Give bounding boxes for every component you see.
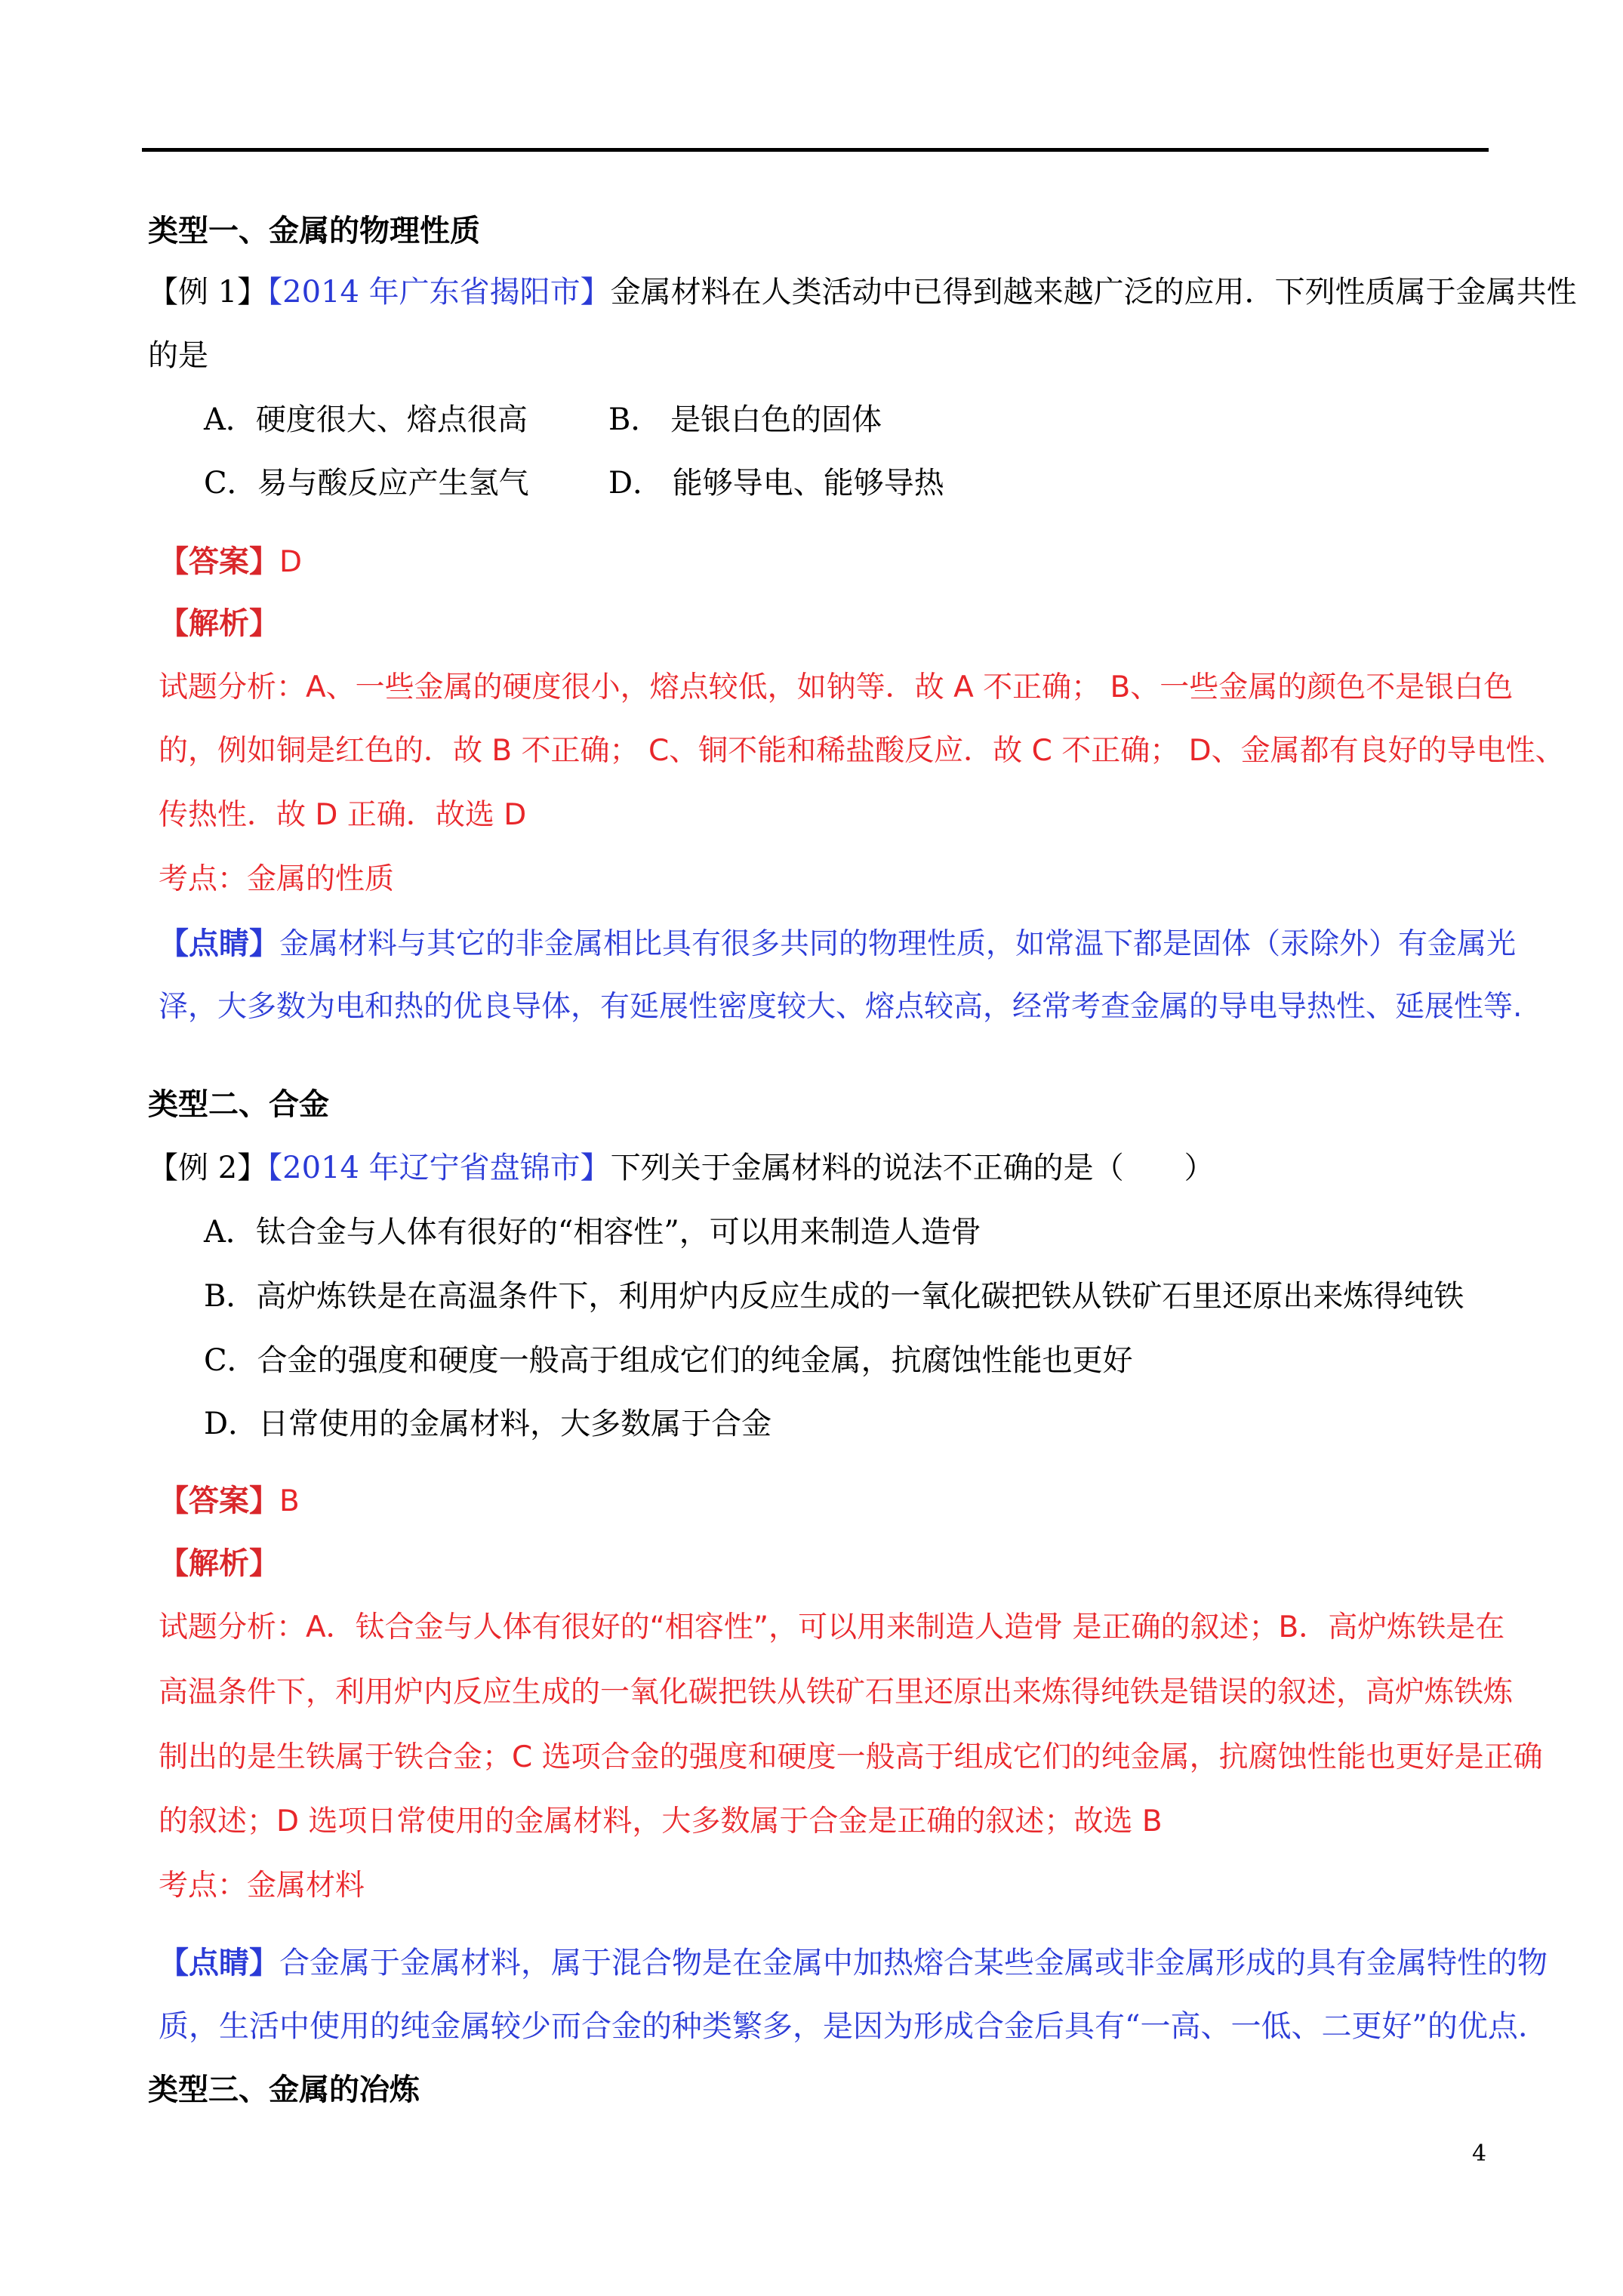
analysis-line: 试题分析：A、一些金属的硬度很小，熔点较低，如钠等．故 A 不正确； B、一些金属的颜色不是银白色 xyxy=(159,670,1514,704)
question-text: 金属材料在人类活动中已得到越来越广泛的应用．下列性质属于金属共性 xyxy=(610,275,1577,310)
answer-label: 【答案】 xyxy=(159,1484,279,1518)
option-c: C．易与酸反应产生氢气 xyxy=(204,466,529,501)
analysis-label: 【解析】 xyxy=(159,606,279,641)
option-d: D． 能够导电、能够导热 xyxy=(608,466,944,501)
example-source: 【2014 年辽宁省盘锦市】 xyxy=(267,1151,611,1185)
analysis-line: 试题分析：A．钛合金与人体有很好的“相容性”，可以用来制造人造骨 是正确的叙述；B．高炉炼铁是在 xyxy=(159,1610,1505,1644)
dianjing-label: 【点睛】 xyxy=(159,1946,279,1980)
option-a: A．硬度很大、熔点很高 xyxy=(204,402,528,437)
analysis-line: 高温条件下，利用炉内反应生成的一氧化碳把铁从铁矿石里还原出来炼得纯铁是错误的叙述，高炉炼铁炼 xyxy=(159,1675,1514,1709)
option-b: B． 是银白色的固体 xyxy=(608,402,882,437)
answer xyxy=(159,1481,300,1521)
question-text: 下列关于金属材料的说法不正确的是（ ） xyxy=(610,1151,1215,1185)
section-heading-2: 类型二、合金 xyxy=(148,1086,329,1122)
section-heading-1: 类型一、金属的物理性质 xyxy=(148,213,480,248)
answer-value: B xyxy=(279,1484,300,1518)
kaodian: 考点：金属的性质 xyxy=(159,862,395,896)
analysis-line: 的，例如铜是红色的．故 B 不正确； C、铜不能和稀盐酸反应．故 C 不正确； D、金属都有良好的导电性、 xyxy=(159,734,1565,768)
answer-value: D xyxy=(279,545,303,579)
example-1-question xyxy=(148,273,1577,312)
option-b: B．高炉炼铁是在高温条件下，利用炉内反应生成的一氧化碳把铁从铁矿石里还原出来炼得纯铁 xyxy=(204,1279,1464,1314)
header-rule xyxy=(142,148,1489,152)
dianjing-text-cont: 泽，大多数为电和热的优良导体，有延展性密度较大、熔点较高，经常考查金属的导电导热性、延展性等. xyxy=(159,990,1523,1024)
answer xyxy=(159,542,302,582)
example-label: 【例 1】 xyxy=(148,275,268,310)
option-c: C．合金的强度和硬度一般高于组成它们的纯金属，抗腐蚀性能也更好 xyxy=(204,1343,1133,1378)
kaodian: 考点：金属材料 xyxy=(159,1869,365,1903)
dianjing xyxy=(159,924,1516,964)
dianjing xyxy=(159,1943,1548,1983)
dianjing-text: 金属材料与其它的非金属相比具有很多共同的物理性质，如常温下都是固体（汞除外）有金属光 xyxy=(279,927,1517,961)
dianjing-text: 合金属于金属材料，属于混合物是在金属中加热熔合某些金属或非金属形成的具有金属特性的物 xyxy=(279,1946,1548,1980)
analysis-line: 传热性．故 D 正确．故选 D xyxy=(159,798,527,832)
analysis-line: 的叙述；D 选项日常使用的金属材料，大多数属于合金是正确的叙述；故选 B xyxy=(159,1804,1163,1838)
example-label: 【例 2】 xyxy=(148,1151,268,1185)
example-2-question xyxy=(148,1148,1215,1188)
analysis-line: 制出的是生铁属于铁合金；C 选项合金的强度和硬度一般高于组成它们的纯金属，抗腐蚀性能也更好是正确 xyxy=(159,1740,1543,1774)
analysis-label: 【解析】 xyxy=(159,1546,279,1581)
page-number: 4 xyxy=(1472,2140,1487,2167)
dianjing-text-cont: 质，生活中使用的纯金属较少而合金的种类繁多，是因为形成合金后具有“一高、一低、二更好”的优点. xyxy=(159,2009,1528,2044)
answer-label: 【答案】 xyxy=(159,544,279,579)
option-d: D．日常使用的金属材料，大多数属于合金 xyxy=(204,1407,772,1441)
section-heading-3: 类型三、金属的冶炼 xyxy=(148,2072,420,2107)
example-source: 【2014 年广东省揭阳市】 xyxy=(267,275,611,310)
question-text-cont: 的是 xyxy=(148,338,208,373)
option-a: A．钛合金与人体有很好的“相容性”，可以用来制造人造骨 xyxy=(204,1215,981,1250)
dianjing-label: 【点睛】 xyxy=(159,926,279,961)
